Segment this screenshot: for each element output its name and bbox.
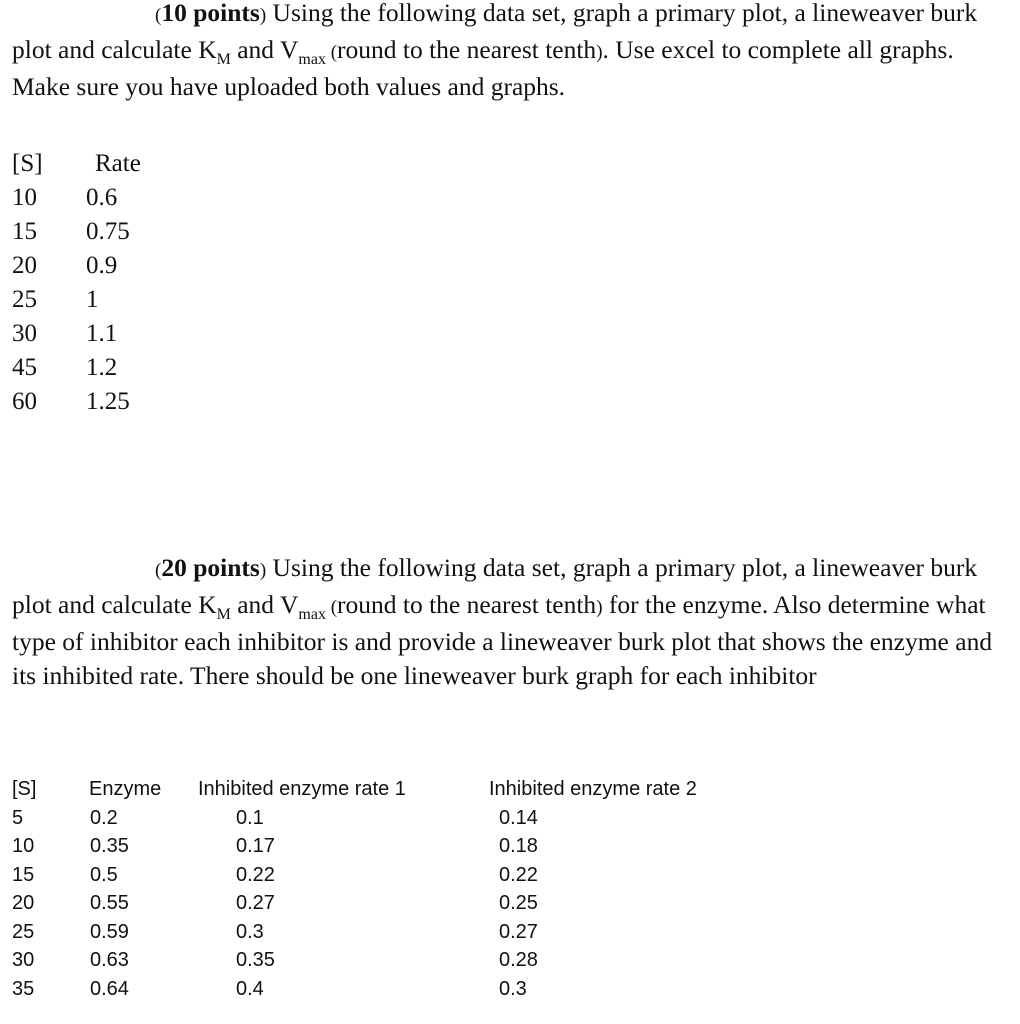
- table2-cell: 10: [12, 835, 35, 857]
- q2-open-paren-2: (: [325, 597, 338, 618]
- table1-cell: 45: [12, 354, 37, 381]
- q2-open-paren: (: [155, 560, 162, 581]
- table2-cell: 0.55: [90, 892, 129, 914]
- table1-column-rate: [86, 147, 141, 419]
- table1-column-s: [12, 147, 43, 419]
- q1-points: 10 points: [161, 0, 260, 27]
- table2-cell: 0.35: [236, 949, 275, 971]
- table2-cell: 0.4: [236, 977, 264, 1000]
- table1-cell: 1.1: [86, 320, 118, 347]
- table1-cell: 20: [12, 252, 37, 279]
- q2-km-sub: M: [216, 606, 231, 623]
- table1-header-s: [S]: [12, 150, 43, 177]
- table2-header-enzyme: Enzyme: [89, 778, 162, 800]
- table2-column-s: [12, 775, 36, 1003]
- q2-close-paren-2: ): [596, 597, 603, 618]
- table2-header-inhibited-2: Inhibited enzyme rate 2: [489, 778, 697, 800]
- table2-cell: 0.63: [90, 949, 129, 971]
- table1-cell: 1.25: [86, 388, 130, 415]
- table2-cell: 0.22: [236, 863, 275, 886]
- table1-cell: 1: [86, 286, 99, 313]
- q1-vmax-sub: max: [298, 51, 326, 68]
- table1-header-rate: Rate: [95, 150, 141, 177]
- table1-cell: 0.6: [86, 184, 118, 211]
- q2-vmax-sub: max: [298, 606, 326, 623]
- q1-open-paren: (: [155, 5, 162, 26]
- q1-km-sub: M: [216, 51, 231, 68]
- table1-cell: 15: [12, 218, 37, 245]
- table2-cell: 0.3: [499, 977, 527, 1000]
- q1-close-paren: ): [259, 5, 267, 26]
- table2-cell: 0.64: [90, 977, 129, 1000]
- table2-column-enzyme: [89, 775, 161, 1003]
- q2-text-b: and V: [230, 590, 299, 619]
- question-1-text: [12, 0, 1012, 104]
- table2-cell: 0.2: [90, 806, 118, 829]
- table2-column-inhibited-1: [198, 775, 406, 1003]
- table1-cell: 25: [12, 286, 37, 313]
- q2-text-d: for the enzyme. Also determine what type of inhibitor each inhibitor is and provide a lineweaver burk plot that shows the enzyme and its inhibited rate. There should be one lineweaver burk graph for each inhibitor: [12, 590, 993, 690]
- table2-cell: 0.14: [499, 806, 538, 829]
- q1-open-paren-2: (: [325, 42, 338, 63]
- table2-cell: 35: [12, 977, 35, 1000]
- q1-text-c: round to the nearest tenth: [337, 35, 597, 64]
- q1-text-a: Using the following data set, graph a primary plot, a lineweaver burk plot and calculate K: [12, 0, 978, 64]
- table2-cell: 25: [12, 920, 35, 943]
- table1-cell: 1.2: [86, 354, 118, 381]
- table2-cell: 0.27: [499, 920, 538, 943]
- table1-cell: 10: [12, 184, 37, 211]
- table2-cell: 0.28: [499, 949, 538, 971]
- table1-cell: 0.75: [86, 218, 130, 245]
- table2-header-s: [S]: [12, 778, 37, 800]
- table2-cell: 0.35: [90, 835, 129, 857]
- table2-cell: 5: [12, 806, 24, 829]
- table2-cell: 30: [12, 949, 35, 971]
- table1-cell: 60: [12, 388, 37, 415]
- table1-cell: 30: [12, 320, 37, 347]
- table2-cell: 0.59: [90, 920, 129, 943]
- q1-close-paren-2: ): [596, 42, 603, 63]
- table2-cell: 0.1: [236, 806, 264, 829]
- table2-column-inhibited-2: [489, 775, 697, 1003]
- q2-text-a: Using the following data set, graph a primary plot, a lineweaver burk plot and calculate K: [12, 553, 978, 619]
- table2-cell: 0.5: [90, 863, 118, 886]
- table2-header-inhibited-1: Inhibited enzyme rate 1: [198, 778, 406, 800]
- table1-cell: 0.9: [86, 252, 118, 279]
- table2-cell: 0.18: [499, 835, 538, 857]
- question-2-text: [12, 551, 1012, 693]
- q1-text-b: and V: [230, 35, 299, 64]
- table2-cell: 0.3: [236, 920, 264, 943]
- table2-cell: 0.25: [499, 892, 538, 914]
- table2-cell: 0.27: [236, 892, 275, 914]
- table2-cell: 0.17: [236, 835, 275, 857]
- table2-cell: 0.22: [499, 863, 538, 886]
- q2-text-c: round to the nearest tenth: [337, 590, 597, 619]
- q2-points: 20 points: [161, 553, 260, 582]
- q1-text-d: . Use excel to complete all graphs. Make sure you have uploaded both values and graphs.: [12, 35, 954, 101]
- q2-close-paren: ): [259, 560, 267, 581]
- table2-cell: 20: [12, 892, 35, 914]
- table2-cell: 15: [12, 863, 35, 886]
